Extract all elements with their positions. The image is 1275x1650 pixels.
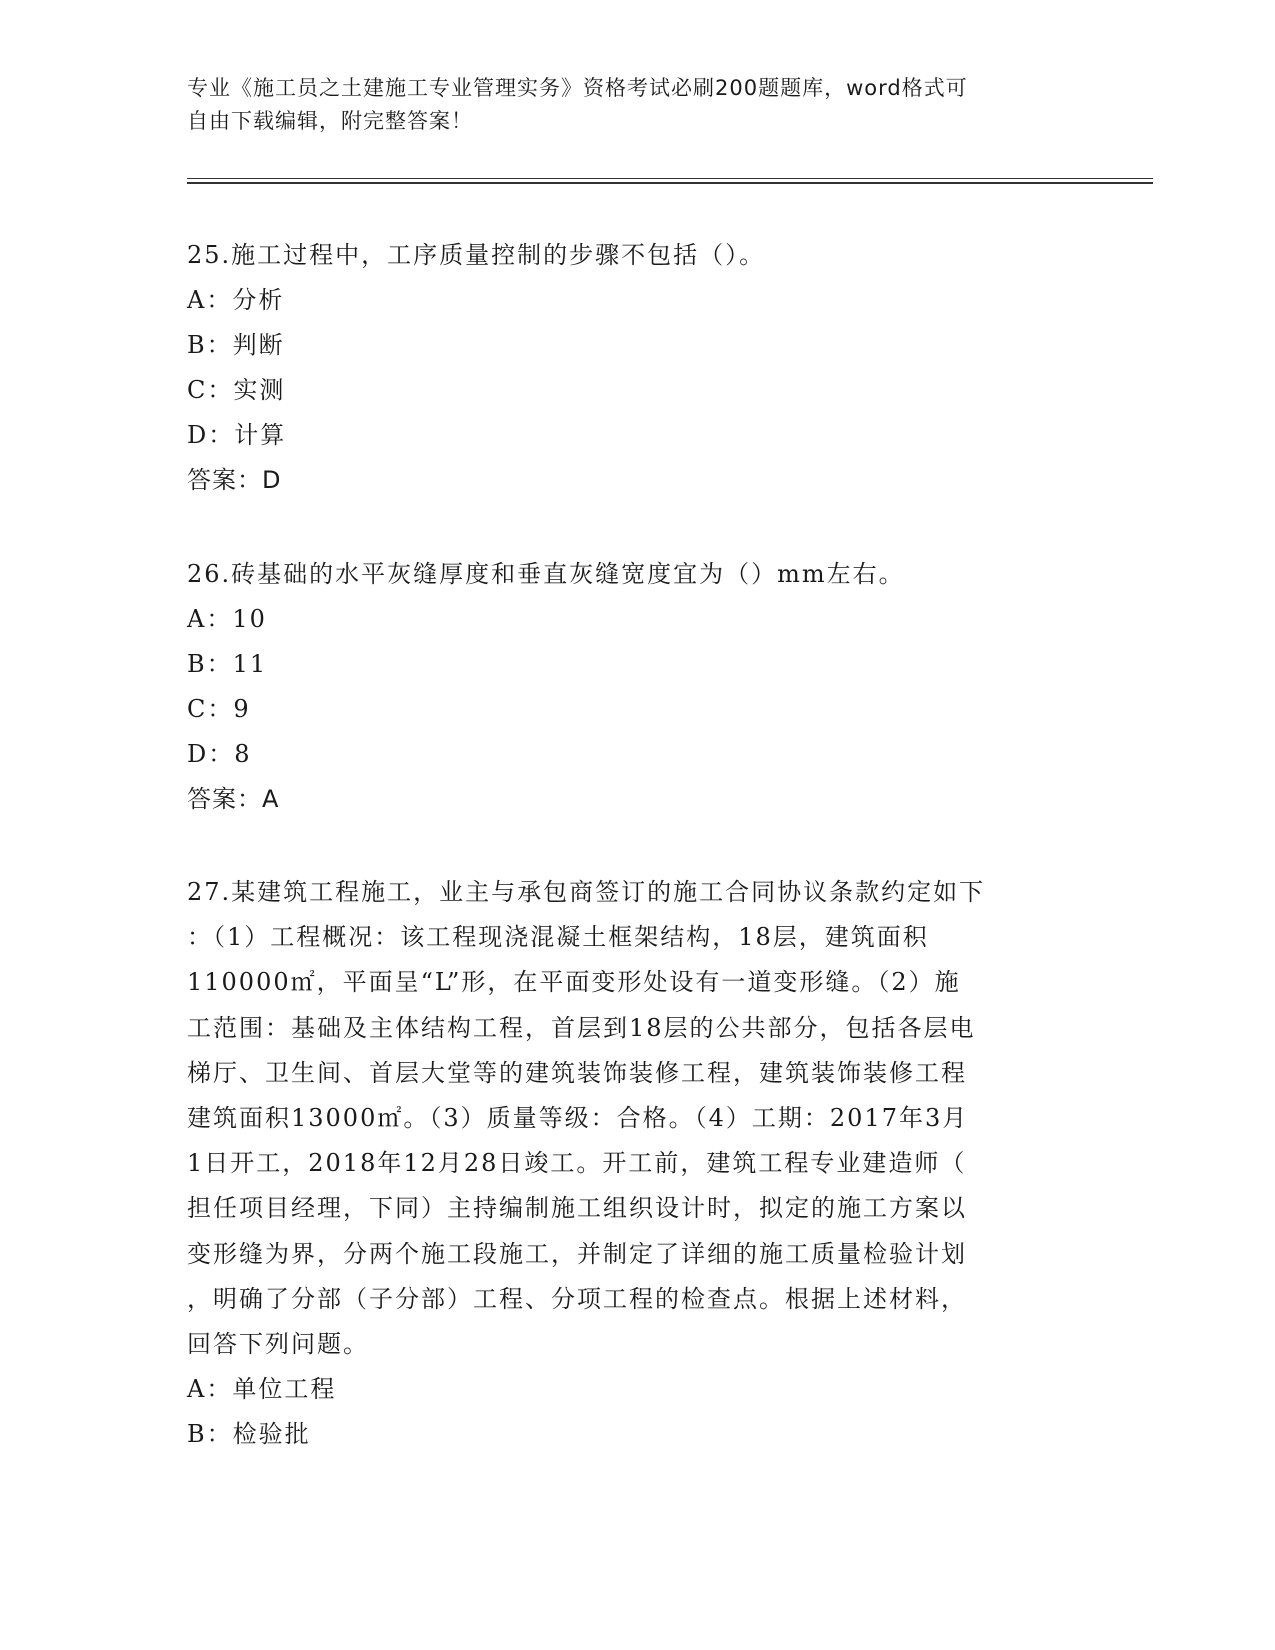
option-a: A：单位工程 [187, 1375, 337, 1404]
option-d: D：计算 [187, 421, 287, 449]
question-27 [187, 870, 1077, 1457]
question-stem-line: 梯厅、卫生间、首层大堂等的建筑装饰装修工程，建筑装饰装修工程 [187, 1058, 967, 1087]
question-stem: 25.施工过程中，工序质量控制的步骤不包括（）。 [187, 241, 766, 269]
answer-line: 答案：D [187, 466, 282, 494]
question-25 [187, 233, 1077, 503]
option-a: A：10 [187, 605, 267, 633]
question-stem-line: 27.某建筑工程施工，业主与承包商签订的施工合同协议条款约定如下 [187, 878, 986, 906]
question-stem-line: ，明确了分部（子分部）工程、分项工程的检查点。根据上述材料， [187, 1284, 967, 1313]
answer-line: 答案：A [187, 785, 280, 813]
question-stem-line: 担任项目经理，下同）主持编制施工组织设计时，拟定的施工方案以 [187, 1194, 967, 1223]
option-b: B：11 [187, 650, 268, 678]
question-stem: 26.砖基础的水平灰缝厚度和垂直灰缝宽度宜为（）mm左右。 [187, 560, 905, 588]
question-stem-line: 建筑面积13000㎡。（3）质量等级：合格。（4）工期：2017年3月 [187, 1104, 969, 1133]
option-a: A：分析 [187, 286, 285, 314]
document-header [187, 72, 1067, 138]
question-stem-line: 1日开工，2018年12月28日竣工。开工前，建筑工程专业建造师（ [187, 1149, 967, 1178]
question-stem-line: 变形缝为界，分两个施工段施工，并制定了详细的施工质量检验计划 [187, 1239, 967, 1268]
header-divider-thick [187, 182, 1153, 184]
question-stem-line: ：（1）工程概况：该工程现浇混凝土框架结构，18层，建筑面积 [187, 923, 929, 952]
option-d: D：8 [187, 740, 252, 768]
question-stem-line: 110000㎡，平面呈“L”形，在平面变形处设有一道变形缝。（2）施 [187, 968, 961, 997]
option-c: C：实测 [187, 376, 286, 404]
header-line-1: 专业《施工员之土建施工专业管理实务》资格考试必刷200题题库，word格式可 [187, 76, 968, 100]
question-stem-line: 工范围：基础及主体结构工程，首层到18层的公共部分，包括各层电 [187, 1013, 976, 1042]
option-b: B：判断 [187, 331, 285, 359]
header-line-2: 自由下载编辑，附完整答案！ [187, 109, 473, 133]
header-divider-thin [187, 178, 1153, 179]
option-c: C：9 [187, 695, 251, 723]
question-26 [187, 552, 1077, 822]
option-b: B：检验批 [187, 1420, 311, 1449]
question-stem-line: 回答下列问题。 [187, 1330, 369, 1359]
